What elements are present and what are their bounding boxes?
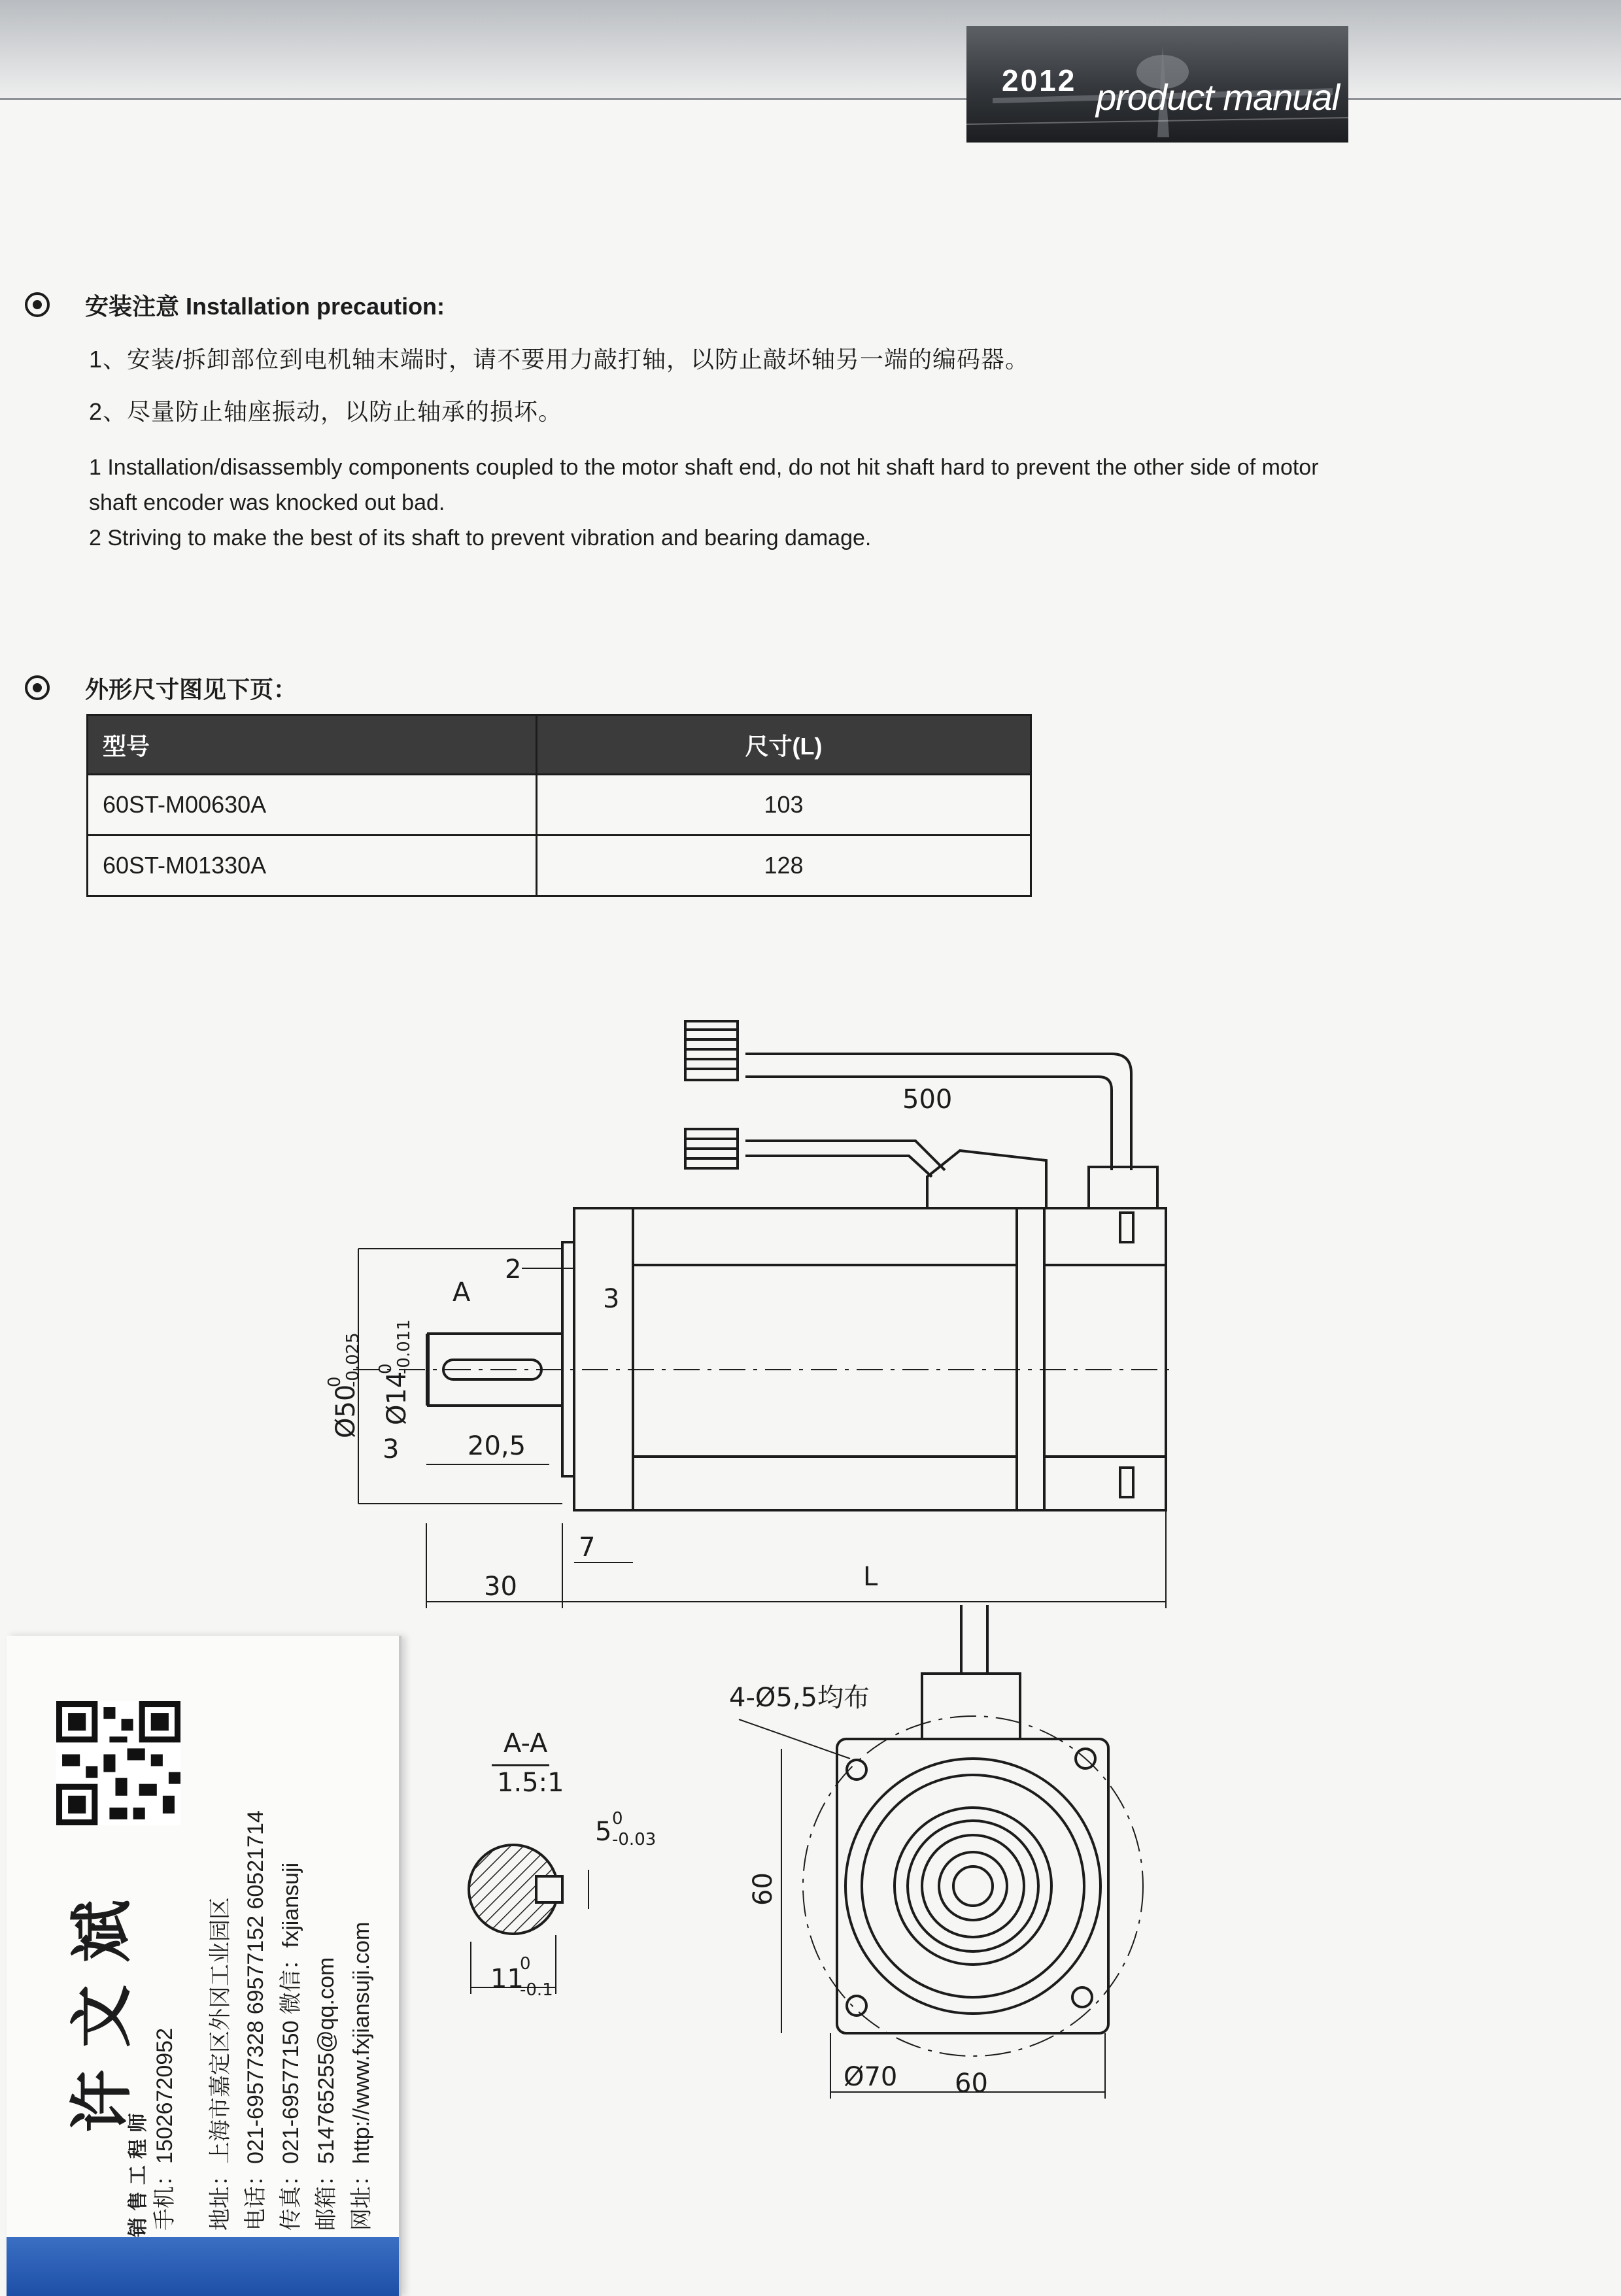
mount-hole	[1072, 1987, 1092, 2007]
en-instruction-2: 2 Striving to make the best of its shaft to prevent vibration and bearing damage.	[89, 526, 872, 550]
card-role: 销售工程师	[128, 2106, 149, 2237]
radio-bullet-icon	[25, 292, 50, 317]
en-instructions	[89, 450, 1351, 556]
dimension-table	[86, 714, 1032, 897]
card-mobile: 手机：15026720952	[152, 2027, 177, 2231]
card-email: 邮箱：514765255@qq.com	[314, 1957, 339, 2231]
key-depth: 11	[490, 1964, 524, 1994]
cn-instruction-2: 2、尽量防止轴座振动，以防止轴承的损坏。	[89, 398, 563, 425]
business-card	[7, 1636, 401, 2296]
pcd: Ø70	[844, 2062, 898, 2092]
dim-2: 2	[505, 1255, 522, 1285]
key-depth-tol-upper: 0	[520, 1954, 531, 1974]
installation-heading-row	[25, 285, 445, 324]
dim-30: 30	[484, 1572, 517, 1602]
table-row	[88, 775, 1031, 836]
dim-3-bottom: 3	[383, 1434, 400, 1464]
header-banner	[966, 26, 1348, 143]
dia-14: Ø14	[382, 1371, 412, 1425]
banner-year: 2012	[1002, 63, 1077, 97]
power-gland	[927, 1151, 1046, 1208]
card-blue-band	[7, 2237, 399, 2296]
card-name: 许文斌	[65, 1878, 139, 2133]
dia-50-tol-lower: -0.025	[343, 1332, 363, 1387]
dim-7: 7	[579, 1532, 596, 1562]
card-contact-lines	[203, 1810, 379, 2231]
card-phone: 电话：021-69577328 69577152 60521714	[243, 1810, 268, 2231]
dim-cable-length: 500	[902, 1085, 953, 1115]
dim-L: L	[863, 1562, 878, 1592]
section-mark: A	[452, 1277, 471, 1308]
installation-heading: 安装注意 Installation precaution:	[85, 292, 445, 320]
dia-14-tol-lower: -0.011	[394, 1319, 414, 1374]
dimensions-heading-row	[25, 668, 297, 707]
dia-50: Ø50	[331, 1384, 361, 1438]
banner-title: product manual	[1096, 76, 1340, 118]
key-depth-tol-lower: -0.1	[520, 1980, 553, 2000]
business-card-text	[7, 1636, 399, 2296]
holes-note: 4-Ø5,5均布	[729, 1683, 870, 1713]
flange-60-vertical: 60	[748, 1872, 778, 1906]
motor-body	[574, 1208, 1166, 1510]
key-tol-lower: -0.03	[612, 1830, 657, 1849]
header-model: 型号	[88, 715, 537, 775]
top-strip	[0, 0, 1621, 100]
key-width: 5	[595, 1817, 612, 1847]
cell-size: 128	[537, 836, 1031, 896]
power-connector	[685, 1129, 738, 1168]
encoder-gland	[1089, 1167, 1157, 1208]
cell-model: 60ST-M01330A	[88, 836, 537, 896]
flange-front-view	[837, 1739, 1108, 2033]
section-label: A-A	[503, 1729, 548, 1759]
dim-20-5: 20,5	[468, 1431, 526, 1461]
dia-50-tol-upper: 0	[325, 1376, 345, 1387]
encoder-connector	[685, 1021, 738, 1080]
cell-model: 60ST-M00630A	[88, 775, 537, 836]
mount-hole	[847, 1996, 866, 2016]
dimensions-heading: 外形尺寸图见下页：	[85, 675, 298, 703]
en-instruction-1: 1 Installation/disassembly components coupled to the motor shaft end, do not hit shaft hard to prevent the other side of motor shaft encoder was knocked out bad.	[89, 455, 1319, 515]
header-size: 尺寸(L)	[537, 715, 1031, 775]
table-row	[88, 836, 1031, 896]
card-website: 网址：http://www.fxjiansuji.com	[349, 1921, 374, 2231]
radio-bullet-icon	[25, 675, 50, 700]
cell-size: 103	[537, 775, 1031, 836]
dia-14-tol-upper: 0	[376, 1363, 396, 1374]
dim-3-top: 3	[603, 1284, 620, 1314]
cn-instruction-1: 1、安装/拆卸部位到电机轴末端时，请不要用力敲打轴，以防止敲坏轴另一端的编码器。	[89, 346, 1030, 373]
card-fax: 传真：021-69577150 微信：fxjiansuji	[279, 1862, 303, 2231]
power-cable-inner	[745, 1156, 932, 1177]
key-tol-upper: 0	[612, 1809, 623, 1829]
section-scale: 1.5:1	[497, 1768, 564, 1798]
card-address: 地址：上海市嘉定区外冈工业园区	[208, 1897, 233, 2231]
table-header-row	[88, 715, 1031, 775]
flange-60-horizontal: 60	[955, 2068, 988, 2099]
